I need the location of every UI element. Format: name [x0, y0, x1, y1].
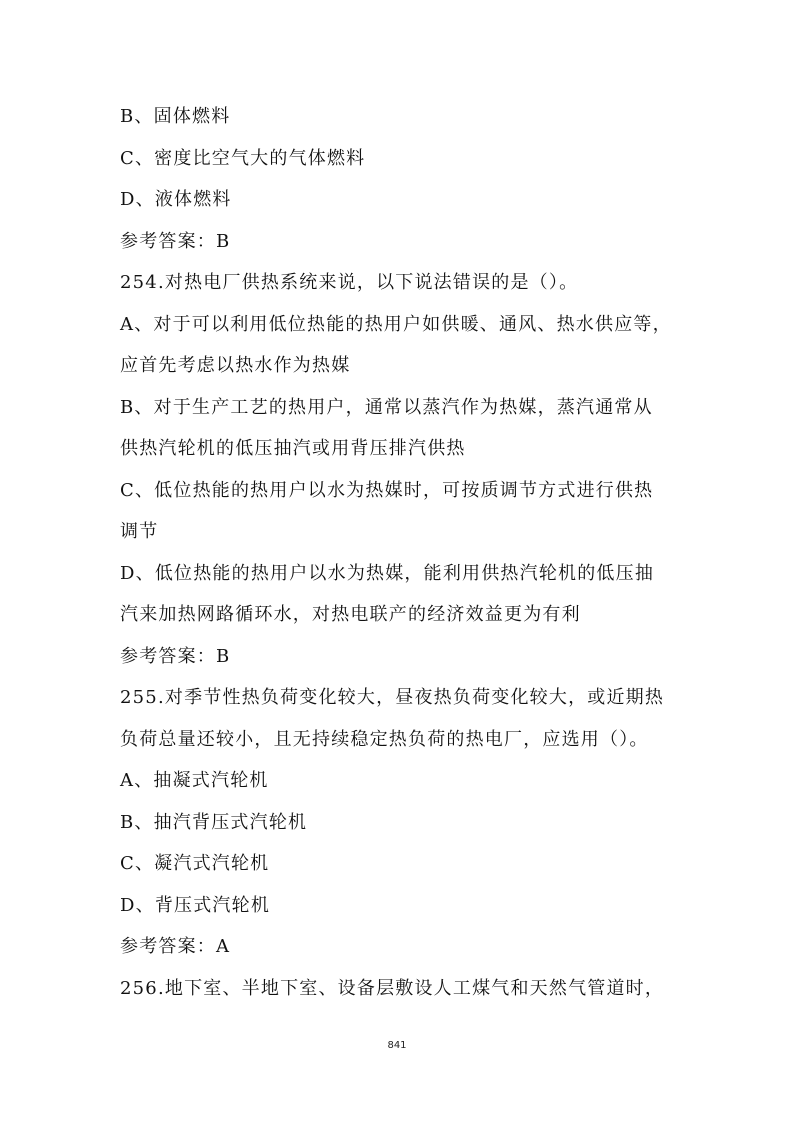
page-number: 841 — [387, 1040, 407, 1051]
answer-255: 参考答案：A — [120, 936, 231, 957]
answer-253: 参考答案：B — [120, 230, 231, 252]
q254-option-a-line2: 应首先考虑以热水作为热媒 — [120, 355, 351, 376]
q254-option-c-line2: 调节 — [120, 521, 159, 542]
q254-option-c-line1: C、低位热能的热用户以水为热媒时，可按质调节方式进行供热 — [120, 479, 654, 501]
answer-254: 参考答案：B — [120, 645, 231, 667]
q255-option-a: A、抽凝式汽轮机 — [120, 770, 269, 791]
page-content — [120, 96, 680, 1009]
question-255-line2: 负荷总量还较小，且无持续稳定热负荷的热电厂，应选用（）。 — [120, 728, 649, 750]
q255-option-d: D、背压式汽轮机 — [120, 894, 271, 916]
option-d-liquid-fuel: D、液体燃料 — [120, 189, 232, 210]
option-b-solid-fuel: B、固体燃料 — [120, 106, 231, 127]
question-256-line1: 256.地下室、半地下室、设备层敷设人工煤气和天然气管道时， — [120, 977, 665, 999]
q254-option-d-line2: 汽来加热网路循环水，对热电联产的经济效益更为有利 — [120, 604, 581, 625]
q254-option-a-line1: A、对于可以利用低位热能的热用户如供暖、通风、热水供应等， — [120, 313, 672, 335]
question-255-line1: 255.对季节性热负荷变化较大，昼夜热负荷变化较大，或近期热 — [120, 687, 665, 708]
q254-option-b-line1: B、对于生产工艺的热用户，通常以蒸汽作为热媒，蒸汽通常从 — [120, 396, 653, 418]
q254-option-b-line2: 供热汽轮机的低压抽汽或用背压排汽供热 — [120, 438, 466, 459]
q255-option-c: C、凝汽式汽轮机 — [120, 853, 270, 874]
q255-option-b: B、抽汽背压式汽轮机 — [120, 811, 308, 833]
option-c-dense-gas-fuel: C、密度比空气大的气体燃料 — [120, 147, 366, 169]
q254-option-d-line1: D、低位热能的热用户以水为热媒，能利用供热汽轮机的低压抽 — [120, 562, 655, 584]
question-254: 254.对热电厂供热系统来说，以下说法错误的是（）。 — [120, 272, 579, 293]
